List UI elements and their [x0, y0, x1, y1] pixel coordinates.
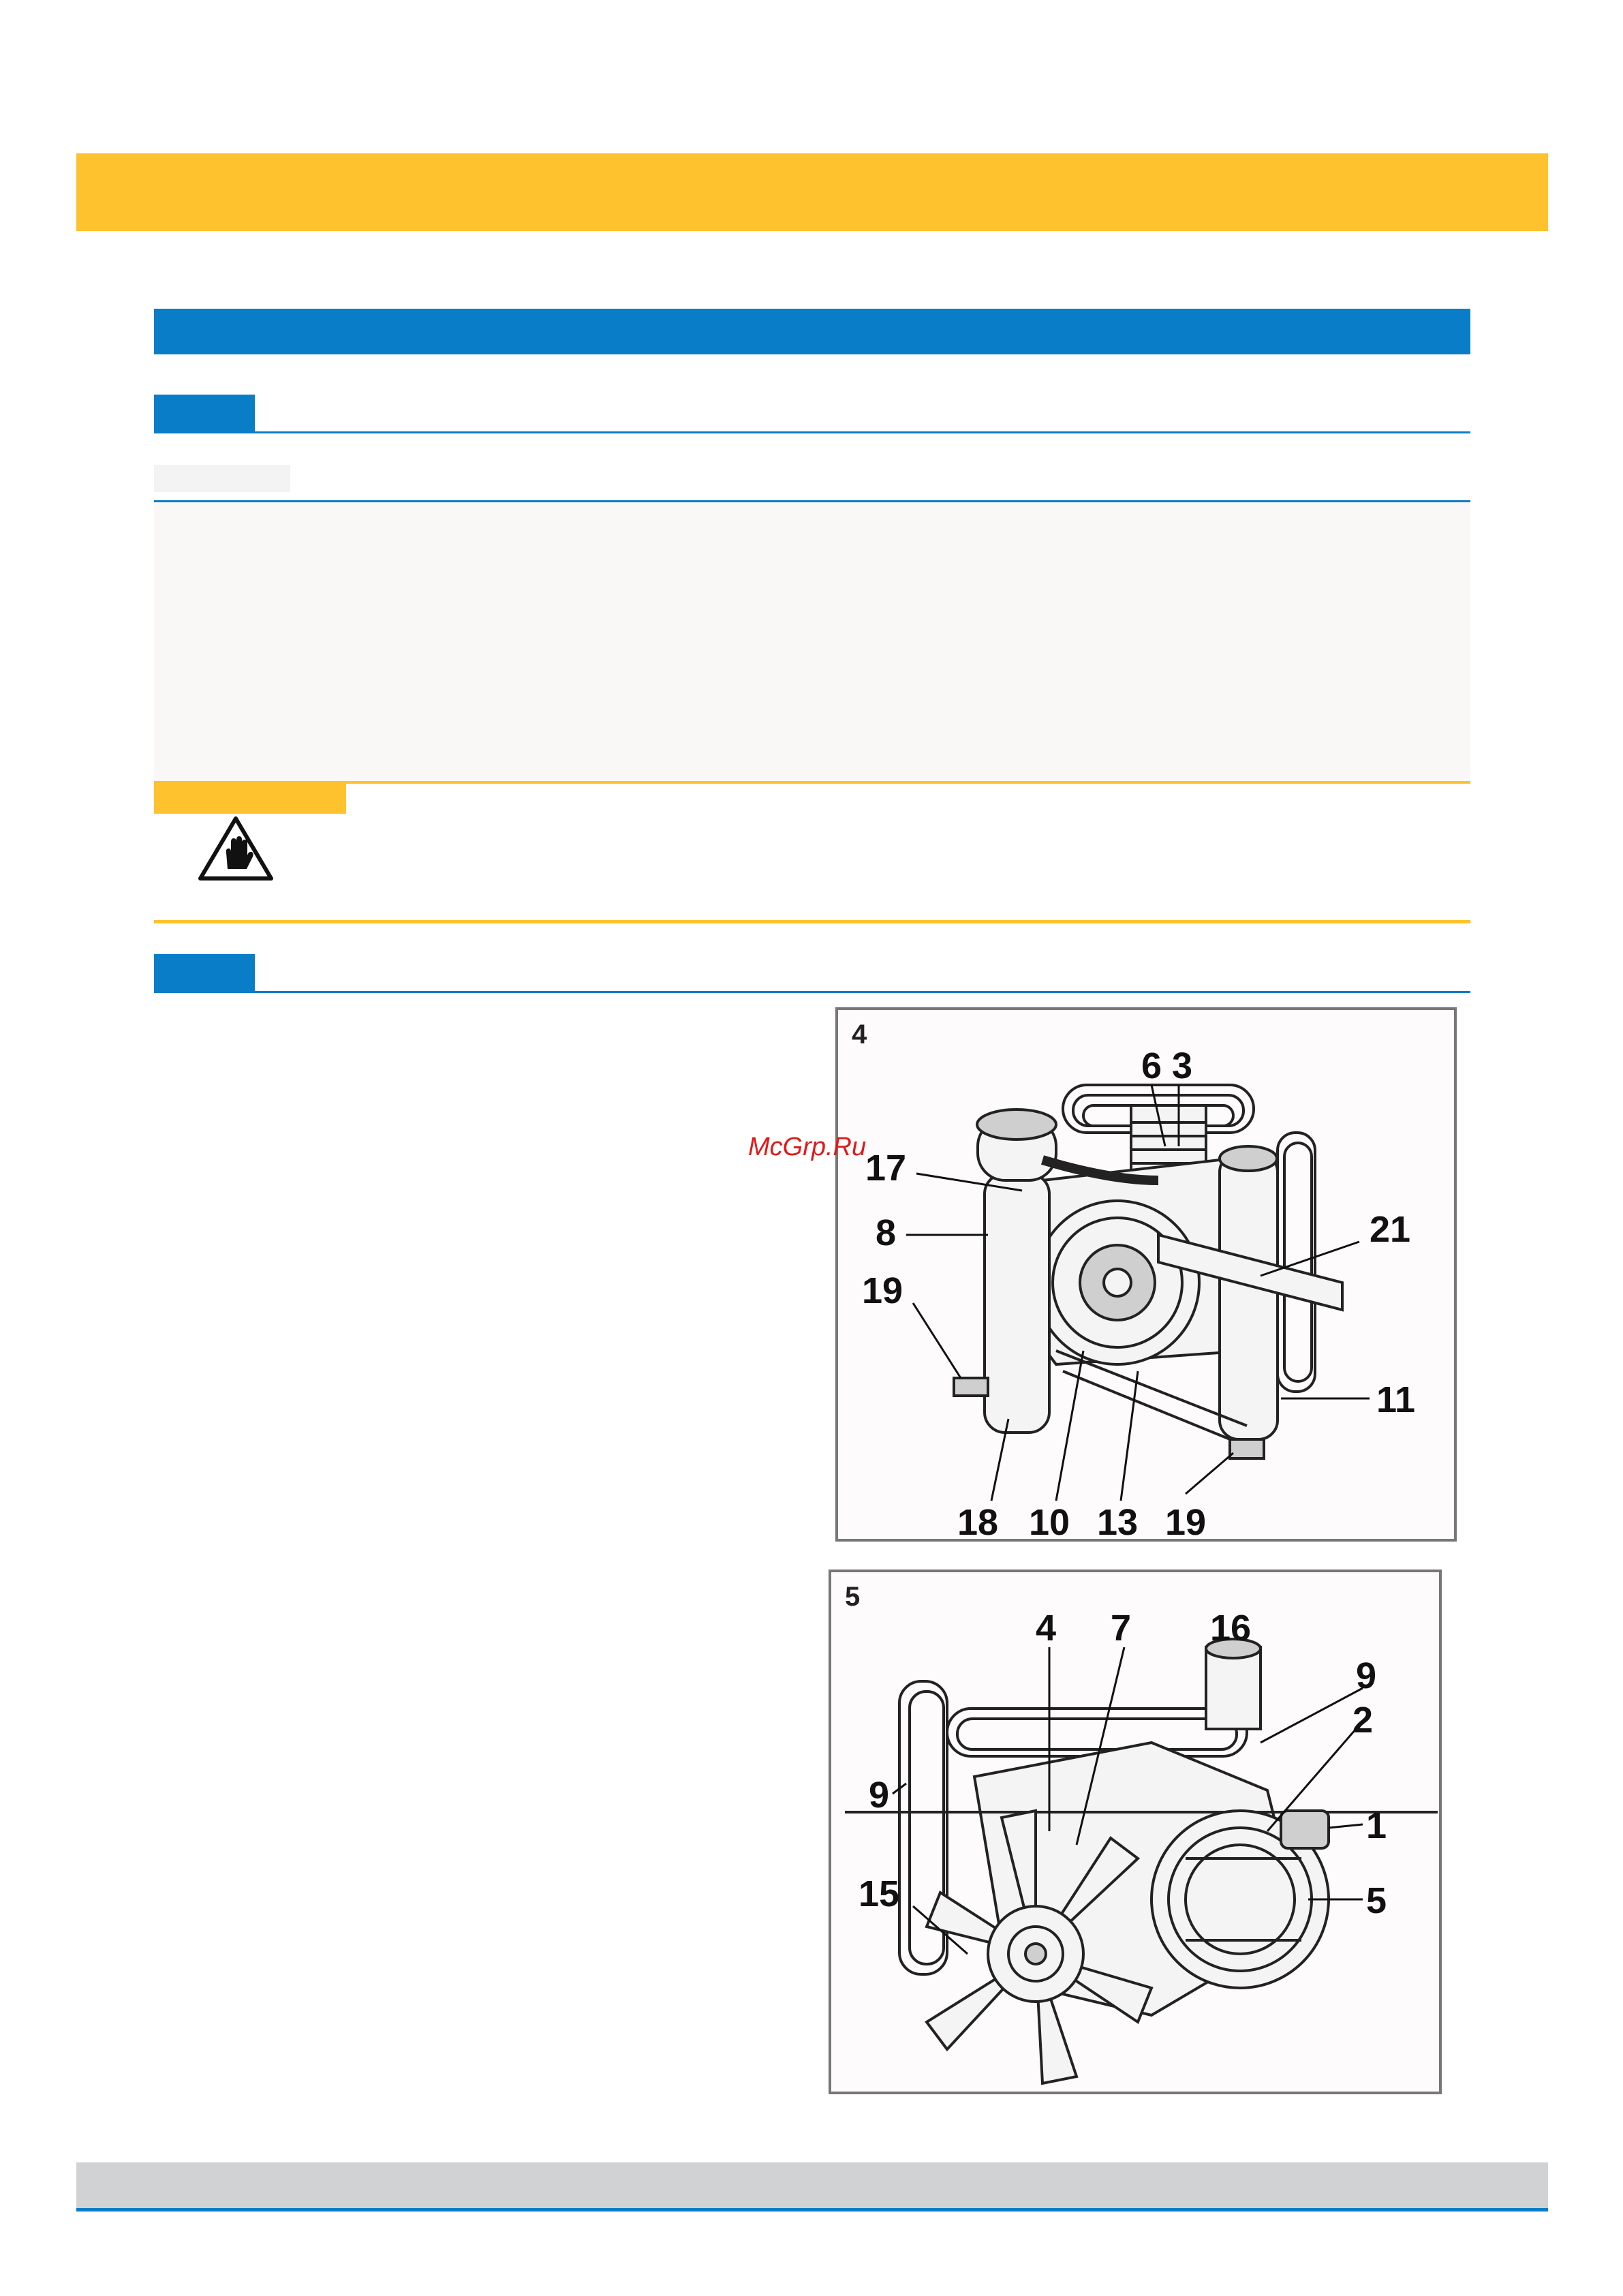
footer-band — [76, 2162, 1548, 2211]
label-8: 8 — [876, 1212, 897, 1253]
warning-tab — [154, 782, 346, 814]
label-16: 16 — [1210, 1608, 1252, 1649]
label-21: 21 — [1370, 1209, 1411, 1250]
label-19-left: 19 — [862, 1270, 903, 1311]
label-6: 6 — [1141, 1045, 1162, 1086]
figure-number: 4 — [852, 1020, 867, 1050]
label-9-right: 9 — [1356, 1655, 1377, 1696]
label-10: 10 — [1029, 1502, 1070, 1539]
subsection-tab-1 — [154, 395, 255, 433]
figure-number: 5 — [845, 1582, 861, 1612]
text-block — [154, 500, 1470, 783]
watermark: McGrp.Ru — [748, 1133, 867, 1161]
subheading-box — [154, 465, 290, 492]
label-11: 11 — [1376, 1379, 1416, 1420]
label-7: 7 — [1111, 1608, 1132, 1649]
section-title-bar — [154, 309, 1470, 354]
warning-rule-top — [154, 781, 1470, 784]
figure-5 — [829, 1570, 1442, 2094]
compressor-drawing-rear — [831, 1572, 1439, 2092]
header-band — [76, 153, 1548, 231]
subsection-rule-2 — [154, 991, 1470, 993]
label-19-bottom: 19 — [1165, 1502, 1207, 1539]
label-3: 3 — [1172, 1045, 1193, 1086]
label-1: 1 — [1366, 1805, 1387, 1846]
subsection-tab-2 — [154, 954, 255, 992]
hand-stop-warning-icon — [198, 814, 274, 883]
label-15: 15 — [859, 1873, 900, 1914]
subsection-rule-1 — [154, 431, 1470, 433]
label-18: 18 — [957, 1502, 999, 1539]
warning-rule-bottom — [154, 920, 1470, 923]
compressor-drawing-front — [838, 1010, 1454, 1539]
label-5: 5 — [1366, 1880, 1387, 1921]
label-2: 2 — [1352, 1700, 1374, 1741]
label-13: 13 — [1097, 1502, 1139, 1539]
label-4: 4 — [1036, 1608, 1057, 1649]
label-17: 17 — [865, 1148, 907, 1189]
label-9-left: 9 — [869, 1775, 890, 1816]
figure-4 — [835, 1007, 1457, 1542]
